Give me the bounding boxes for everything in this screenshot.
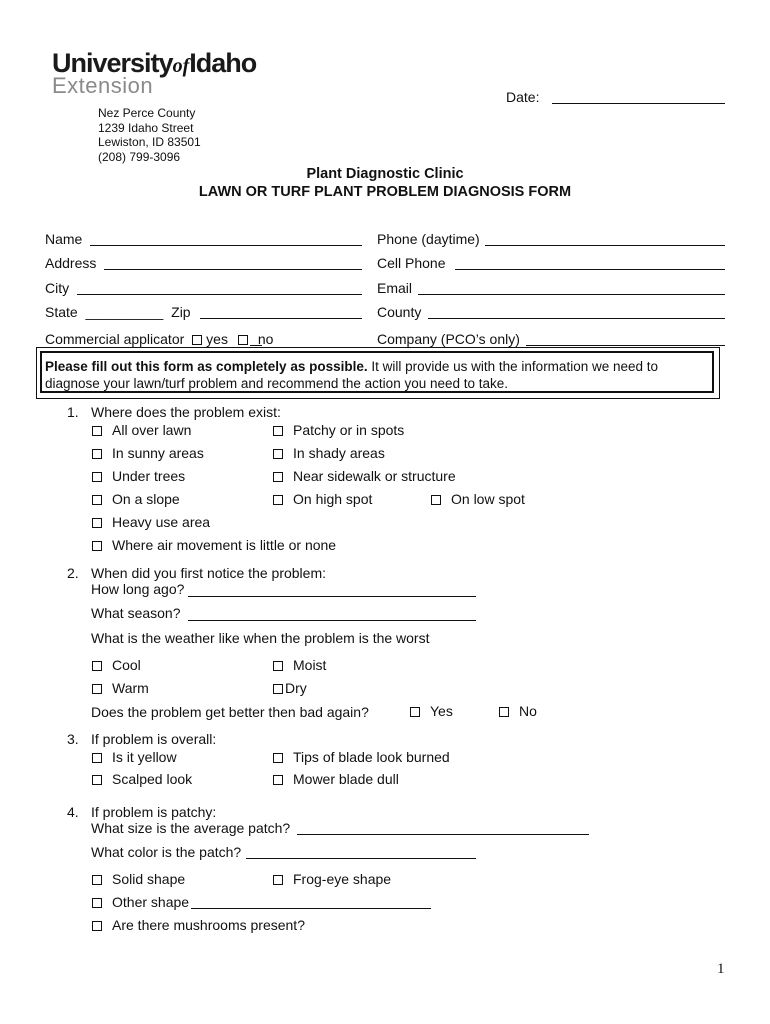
q2-option-dry[interactable] — [273, 680, 307, 696]
commercial-yes-checkbox[interactable] — [192, 335, 202, 345]
option-label: Mower blade dull — [293, 771, 399, 787]
q1-option-heavy-use[interactable] — [92, 514, 210, 530]
option-label: Is it yellow — [112, 749, 177, 765]
commercial-label: Commercial applicator — [45, 331, 185, 347]
address-line-3: Lewiston, ID 83501 — [98, 135, 201, 149]
option-label: On low spot — [451, 491, 525, 507]
q1-text: Where does the problem exist: — [91, 404, 281, 420]
notice-rest: It will provide us with the information we need to — [367, 359, 659, 374]
option-label: Heavy use area — [112, 514, 211, 530]
q1-number: 1. — [67, 404, 79, 420]
q4-size-label: What size is the average patch? — [91, 820, 291, 836]
q4-option-frog-eye[interactable] — [273, 871, 391, 887]
checkbox[interactable] — [273, 449, 283, 459]
q4-option-other[interactable] — [92, 894, 189, 910]
commercial-no-label: no — [257, 331, 274, 347]
address-label: Address — [45, 255, 97, 271]
q1-option-near-sidewalk[interactable] — [273, 468, 456, 484]
city-label: City — [45, 280, 70, 296]
checkbox[interactable] — [273, 875, 283, 885]
option-label: Other shape — [112, 894, 190, 910]
state-label — [45, 304, 191, 320]
option-label: On high spot — [293, 491, 373, 507]
phone-field[interactable] — [485, 245, 725, 246]
option-label: No — [519, 703, 537, 719]
q1-option-slope[interactable] — [92, 491, 180, 507]
office-address — [98, 106, 201, 164]
q1-option-low-spot[interactable] — [431, 491, 525, 507]
option-label: Frog-eye shape — [293, 871, 392, 887]
q1-option-patchy[interactable] — [273, 422, 404, 438]
city-field[interactable] — [77, 294, 362, 295]
address-line-2: 1239 Idaho Street — [98, 120, 194, 135]
logo-extension: Extension — [52, 73, 154, 98]
option-label: Dry — [285, 680, 307, 696]
q2-option-warm[interactable] — [92, 680, 149, 696]
checkbox[interactable] — [92, 684, 102, 694]
logo-idaho: Idaho — [189, 48, 257, 78]
q2-season-label: What season? — [91, 605, 181, 621]
q3-option-mower-dull[interactable] — [273, 771, 399, 787]
name-label: Name — [45, 231, 83, 247]
option-label: Near sidewalk or structure — [293, 468, 456, 484]
checkbox[interactable] — [92, 775, 102, 785]
checkbox[interactable] — [92, 753, 102, 763]
q2-better-label: Does the problem get better then bad again? — [91, 704, 369, 720]
company-field[interactable] — [526, 345, 725, 346]
q4-option-solid[interactable] — [92, 871, 185, 887]
option-label: All over lawn — [112, 422, 192, 438]
q3-number: 3. — [67, 731, 79, 747]
checkbox[interactable] — [273, 753, 283, 763]
email-label: Email — [377, 280, 413, 296]
checkbox[interactable] — [273, 495, 283, 505]
option-label: Yes — [430, 703, 453, 719]
option-label: In sunny areas — [112, 445, 204, 461]
date-label: Date: — [506, 89, 540, 105]
q2-number: 2. — [67, 565, 79, 581]
season-field[interactable] — [188, 620, 476, 621]
option-label: Tips of blade look burned — [293, 749, 450, 765]
q1-option-sunny[interactable] — [92, 445, 204, 461]
checkbox[interactable] — [499, 707, 509, 717]
checkbox[interactable] — [273, 684, 283, 694]
how-long-field[interactable] — [188, 596, 476, 597]
option-label: Moist — [293, 657, 327, 673]
q2-text: When did you first notice the problem: — [91, 565, 327, 581]
state-label-text: State — [45, 304, 78, 320]
checkbox[interactable] — [92, 898, 102, 908]
option-label: Patchy or in spots — [293, 422, 405, 438]
commercial-no-checkbox[interactable] — [238, 335, 248, 345]
checkbox[interactable] — [92, 495, 102, 505]
q1-option-shady[interactable] — [273, 445, 385, 461]
checkbox[interactable] — [92, 541, 102, 551]
email-field[interactable] — [418, 294, 725, 295]
checkbox[interactable] — [273, 426, 283, 436]
checkbox[interactable] — [92, 518, 102, 528]
checkbox[interactable] — [92, 921, 102, 931]
logo-university: University — [52, 48, 173, 78]
address-line-1: Nez Perce County — [98, 106, 196, 120]
other-shape-field[interactable] — [191, 908, 431, 909]
checkbox[interactable] — [92, 472, 102, 482]
q3-text: If problem is overall: — [91, 731, 217, 747]
commercial-applicator — [45, 331, 273, 347]
checkbox[interactable] — [273, 775, 283, 785]
commercial-underline — [250, 345, 262, 346]
checkbox[interactable] — [92, 661, 102, 671]
name-field[interactable] — [90, 245, 362, 246]
checkbox[interactable] — [273, 661, 283, 671]
q2-better-yes[interactable] — [410, 703, 453, 719]
option-label: In shady areas — [293, 445, 385, 461]
date-field[interactable] — [552, 103, 725, 104]
q4-color-label: What color is the patch? — [91, 844, 242, 860]
logo-of: of — [172, 55, 190, 77]
checkbox[interactable] — [410, 707, 420, 717]
commercial-yes-label: yes — [206, 331, 228, 347]
page-number: 1 — [717, 961, 725, 977]
option-label: On a slope — [112, 491, 180, 507]
cell-field[interactable] — [455, 269, 725, 270]
zip-field[interactable] — [200, 318, 362, 319]
checkbox[interactable] — [273, 472, 283, 482]
notice-bold: Please fill out this form as completely as possible. — [45, 359, 368, 374]
option-label: Warm — [112, 680, 149, 696]
q3-option-scalped[interactable] — [92, 771, 192, 787]
q4-number: 4. — [67, 804, 79, 820]
checkbox[interactable] — [92, 875, 102, 885]
zip-label: Zip — [171, 304, 191, 320]
option-label: Are there mushrooms present? — [112, 917, 305, 933]
q2-how-long-label: How long ago? — [91, 581, 185, 597]
form-subtitle: LAWN OR TURF PLANT PROBLEM DIAGNOSIS FORM — [198, 184, 572, 200]
q2-option-moist[interactable] — [273, 657, 326, 673]
q2-weather-label: What is the weather like when the problem is the worst — [91, 630, 430, 646]
q2-option-cool[interactable] — [92, 657, 141, 673]
patch-size-field[interactable] — [297, 834, 589, 835]
address-field[interactable] — [104, 269, 362, 270]
q1-option-all-over-lawn[interactable] — [92, 422, 191, 438]
q2-better-no[interactable] — [499, 703, 537, 719]
option-label: Scalped look — [112, 771, 193, 787]
phone-label: Phone (daytime) — [377, 231, 480, 247]
patch-color-field[interactable] — [246, 858, 476, 859]
q3-option-tips-burned[interactable] — [273, 749, 450, 765]
checkbox[interactable] — [431, 495, 441, 505]
q1-option-high-spot[interactable] — [273, 491, 372, 507]
q3-option-yellow[interactable] — [92, 749, 177, 765]
checkbox[interactable] — [92, 426, 102, 436]
form-title: Plant Diagnostic Clinic — [306, 166, 464, 182]
state-field[interactable]: __________ — [85, 304, 164, 320]
q4-option-mushrooms[interactable] — [92, 917, 305, 933]
option-label: Under trees — [112, 468, 186, 484]
option-label: Solid shape — [112, 871, 186, 887]
county-field[interactable] — [428, 318, 725, 319]
q4-text: If problem is patchy: — [91, 804, 217, 820]
cell-label: Cell Phone — [377, 255, 446, 271]
notice-line-2: diagnose your lawn/turf problem and recommend the action you need to take. — [45, 376, 509, 391]
address-line-4: (208) 799-3096 — [98, 149, 181, 164]
q1-option-under-trees[interactable] — [92, 468, 185, 484]
county-label: County — [377, 304, 422, 320]
option-label: Where air movement is little or none — [112, 537, 337, 553]
notice-text — [45, 358, 658, 392]
company-label: Company (PCO’s only) — [377, 331, 520, 347]
checkbox[interactable] — [92, 449, 102, 459]
option-label: Cool — [112, 657, 141, 673]
q1-option-air-movement[interactable] — [92, 537, 336, 553]
